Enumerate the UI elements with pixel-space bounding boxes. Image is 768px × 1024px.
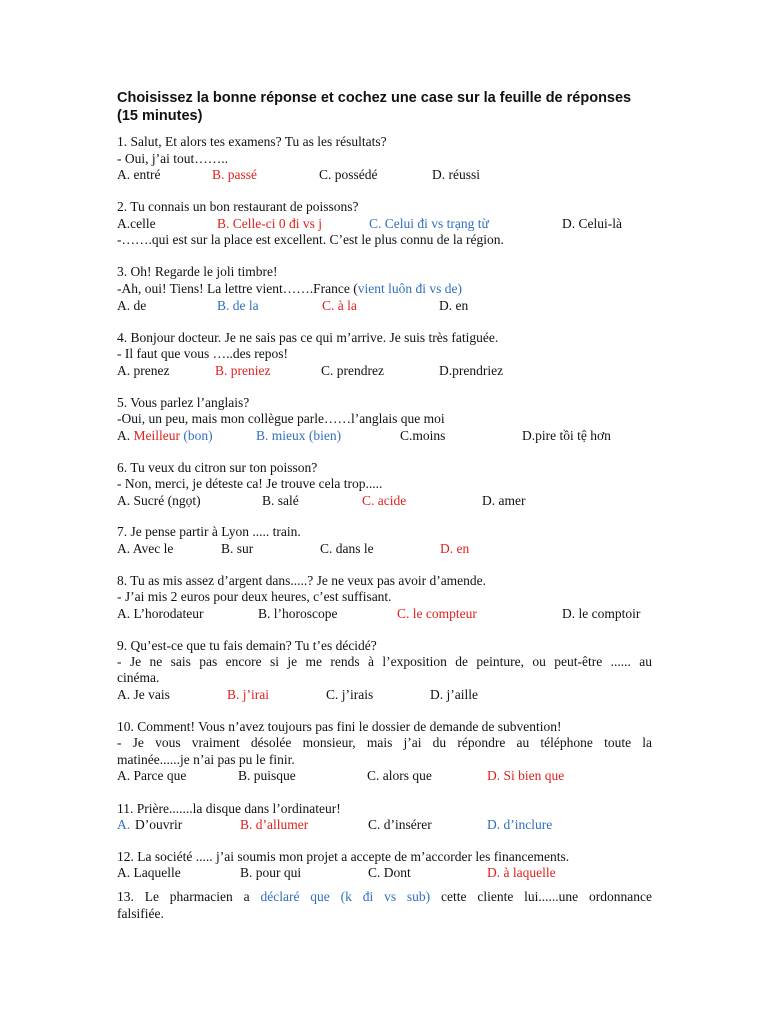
q8-option-d: D. le comptoir — [562, 606, 641, 621]
q1-prompt: 1. Salut, Et alors tes examens? Tu as les résultats? — [117, 134, 387, 149]
q1-option-b-answer: B. passé — [212, 167, 257, 182]
q7-prompt: 7. Je pense partir à Lyon ..... train. — [117, 524, 301, 539]
q1-option-a: A. entré — [117, 167, 161, 182]
q4-option-a: A. prenez — [117, 363, 170, 378]
q3-option-b: B. de la — [217, 298, 259, 313]
q12-prompt: 12. La société ..... j’ai soumis mon projet a accepte de m’accorder les financements. — [117, 849, 570, 864]
q5-option-a — [117, 428, 213, 444]
q3-option-a: A. de — [117, 298, 147, 313]
q2-option-a: A.celle — [117, 216, 156, 231]
q11-option-b-answer: B. d’allumer — [240, 817, 309, 832]
q5-prompt: 5. Vous parlez l’anglais? — [117, 395, 250, 410]
q7-option-a: A. Avec le — [117, 541, 174, 556]
q11-option-c: C. d’insérer — [368, 817, 432, 832]
q3-option-d: D. en — [439, 298, 469, 313]
q6-line-2: - Non, merci, je déteste ca! Je trouve cela trop..... — [117, 476, 383, 491]
q9-option-c: C. j’irais — [326, 687, 374, 702]
q2-prompt: 2. Tu connais un bon restaurant de poissons? — [117, 199, 359, 214]
q9-option-a: A. Je vais — [117, 687, 170, 702]
q1-option-d: D. réussi — [432, 167, 480, 182]
q4-option-c: C. prendrez — [321, 363, 384, 378]
q7-option-b: B. sur — [221, 541, 254, 556]
q10-option-a: A. Parce que — [117, 768, 187, 783]
q5-option-d: D.pire tồi tệ hơn — [522, 428, 611, 443]
q11-option-a: D’ouvrir — [135, 817, 183, 832]
q12-option-b: B. pour qui — [240, 865, 302, 880]
q10-option-d-answer: D. Si bien que — [487, 768, 565, 783]
q10-prompt: 10. Comment! Vous n’avez toujours pas fini le dossier de demande de subvention! — [117, 719, 562, 734]
q11-prompt: 11. Prière.......la disque dans l’ordinateur! — [117, 801, 341, 816]
q13-note: déclaré que (k đi vs sub) — [260, 889, 431, 904]
q7-option-d-answer: D. en — [440, 541, 470, 556]
q2-followup: -…….qui est sur la place est excellent. C’est le plus connu de la région. — [117, 232, 504, 247]
q13-prompt — [117, 889, 652, 905]
q9-line-3: cinéma. — [117, 670, 160, 685]
title-line-2: (15 minutes) — [117, 108, 203, 124]
q8-prompt: 8. Tu as mis assez d’argent dans.....? Je ne veux pas avoir d’amende. — [117, 573, 487, 588]
q9-option-d: D. j’aille — [430, 687, 478, 702]
q6-option-d: D. amer — [482, 493, 526, 508]
q3-line-2-text: -Ah, oui! Tiens! La lettre vient…….France ( — [117, 281, 358, 296]
q11-option-a-letter: A. — [117, 817, 131, 832]
q4-option-b-answer: B. preniez — [215, 363, 271, 378]
q12-option-a: A. Laquelle — [117, 865, 181, 880]
q2-option-d: D. Celui-là — [562, 216, 622, 231]
q10-option-b: B. puisque — [238, 768, 296, 783]
q5-option-a-answer: Meilleur — [133, 428, 180, 443]
q8-line-2: - J’ai mis 2 euros pour deux heures, c’est suffisant. — [117, 589, 392, 604]
q5-option-c: C.moins — [400, 428, 446, 443]
q1-line-2: - Oui, j’ai tout…….. — [117, 151, 228, 166]
q4-prompt: 4. Bonjour docteur. Je ne sais pas ce qui m’arrive. Je suis très fatiguée. — [117, 330, 499, 345]
q4-line-2: - Il faut que vous …..des repos! — [117, 346, 288, 361]
q8-option-a: A. L’horodateur — [117, 606, 204, 621]
q6-option-b: B. salé — [262, 493, 299, 508]
q8-option-b: B. l’horoscope — [258, 606, 338, 621]
q11-option-d: D. d’inclure — [487, 817, 553, 832]
q3-note: vient luôn đi vs de) — [357, 281, 462, 296]
page-title — [117, 89, 677, 125]
q7-option-c: C. dans le — [320, 541, 374, 556]
q13-text-1: 13. Le pharmacien a — [117, 889, 261, 904]
q3-prompt: 3. Oh! Regarde le joli timbre! — [117, 264, 278, 279]
q5-option-b: B. mieux (bien) — [256, 428, 342, 443]
q5-line-2: -Oui, un peu, mais mon collègue parle……l’anglais que moi — [117, 411, 445, 426]
q13-text-2: cette cliente lui......une ordonnance — [430, 889, 652, 904]
q2-option-c-note: C. Celui đi vs trạng từ — [369, 216, 489, 231]
q4-option-d: D.prendriez — [439, 363, 504, 378]
q9-option-b-answer: B. j’irai — [227, 687, 269, 702]
q12-option-c: C. Dont — [368, 865, 411, 880]
q12-option-d-answer: D. à laquelle — [487, 865, 556, 880]
q10-line-3: matinée......je n’ai pas pu le finir. — [117, 752, 295, 767]
title-line-1: Choisissez la bonne réponse et cochez une case sur la feuille de réponses — [117, 90, 632, 106]
q13-line-2: falsifiée. — [117, 906, 164, 921]
q5-option-a-note: (bon) — [180, 428, 213, 443]
q5-option-a-letter: A. — [117, 428, 134, 443]
q10-option-c: C. alors que — [367, 768, 432, 783]
q8-option-c-answer: C. le compteur — [397, 606, 477, 621]
q2-option-b-answer: B. Celle-ci 0 đi vs j — [217, 216, 322, 231]
q9-line-2: - Je ne sais pas encore si je me rends à l’exposition de peinture, ou peut-être ...... au — [117, 654, 652, 669]
q10-line-2: - Je vous vraiment désolée monsieur, mais j’ai du répondre au téléphone toute la — [117, 735, 652, 750]
q6-option-c-answer: C. acide — [362, 493, 407, 508]
q3-line-2 — [117, 281, 462, 297]
q1-option-c: C. possédé — [319, 167, 378, 182]
q9-prompt: 9. Qu’est-ce que tu fais demain? Tu t’es décidé? — [117, 638, 377, 653]
q3-option-c-answer: C. à la — [322, 298, 357, 313]
q6-option-a: A. Sucré (ngọt) — [117, 493, 201, 508]
q6-prompt: 6. Tu veux du citron sur ton poisson? — [117, 460, 318, 475]
